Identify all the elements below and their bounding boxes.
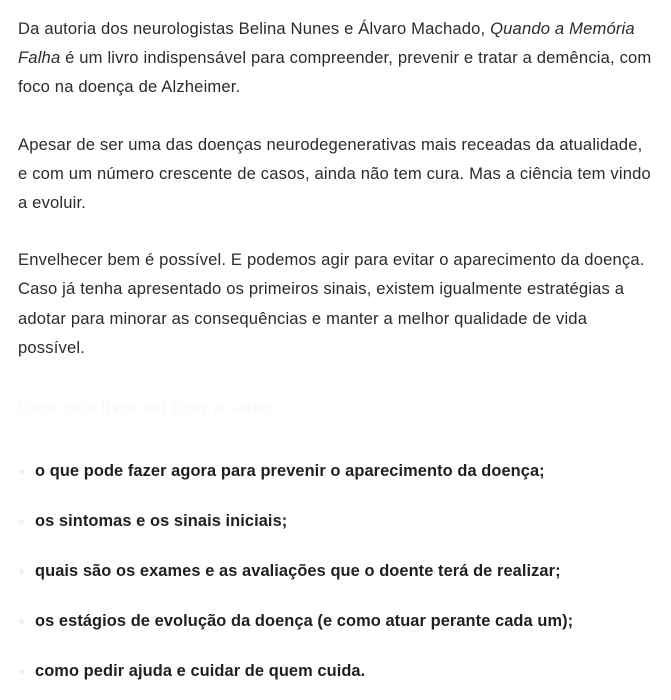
- list-item-label: como pedir ajuda e cuidar de quem cuida.: [35, 662, 366, 680]
- list-item-label: os estágios de evolução da doença (e como atuar perante cada um);: [35, 612, 574, 630]
- bullet-dot-icon: [19, 669, 24, 674]
- bullet-dot-icon: [19, 569, 24, 574]
- bullet-dot-icon: [19, 519, 24, 524]
- faded-list-heading: [18, 397, 418, 419]
- list-item: [0, 646, 671, 696]
- paragraph-3: Envelhecer bem é possível. E podemos agir para evitar o aparecimento da doença. Caso já tenha apresentado os primeiros sinais, existem igualmente estratégias a adotar para minorar as consequências e manter a melhor qualidade de vida possível.: [18, 250, 645, 357]
- benefits-bullet-list: [0, 446, 671, 696]
- paragraph-1-run-3: é um livro indispensável para compreender, prevenir e tratar a demência, com foco na doença de Alzheimer.: [18, 48, 652, 97]
- article-body: [18, 0, 652, 362]
- bullet-dot-icon: [19, 619, 24, 624]
- list-item: [0, 446, 671, 496]
- paragraph-2: Apesar de ser uma das doenças neurodegenerativas mais receadas da atualidade, e com um número crescente de casos, ainda não tem cura. Mas a ciência tem vindo a evoluir.: [18, 134, 651, 213]
- paragraph-1: [18, 0, 652, 102]
- list-item: [0, 596, 671, 646]
- list-item-label: os sintomas e os sinais iniciais;: [35, 512, 288, 530]
- paragraph-1-run-1: Da autoria dos neurologistas Belina Nunes e Álvaro Machado,: [18, 19, 491, 38]
- list-item: [0, 496, 671, 546]
- book-title-italic: Quando a Memória Falha: [18, 19, 635, 68]
- list-item: [0, 546, 671, 596]
- list-item-label: o que pode fazer agora para prevenir o aparecimento da doença;: [35, 462, 545, 480]
- bullet-dot-icon: [19, 469, 24, 474]
- list-item-label: quais são os exames e as avaliações que o doente terá de realizar;: [35, 562, 561, 580]
